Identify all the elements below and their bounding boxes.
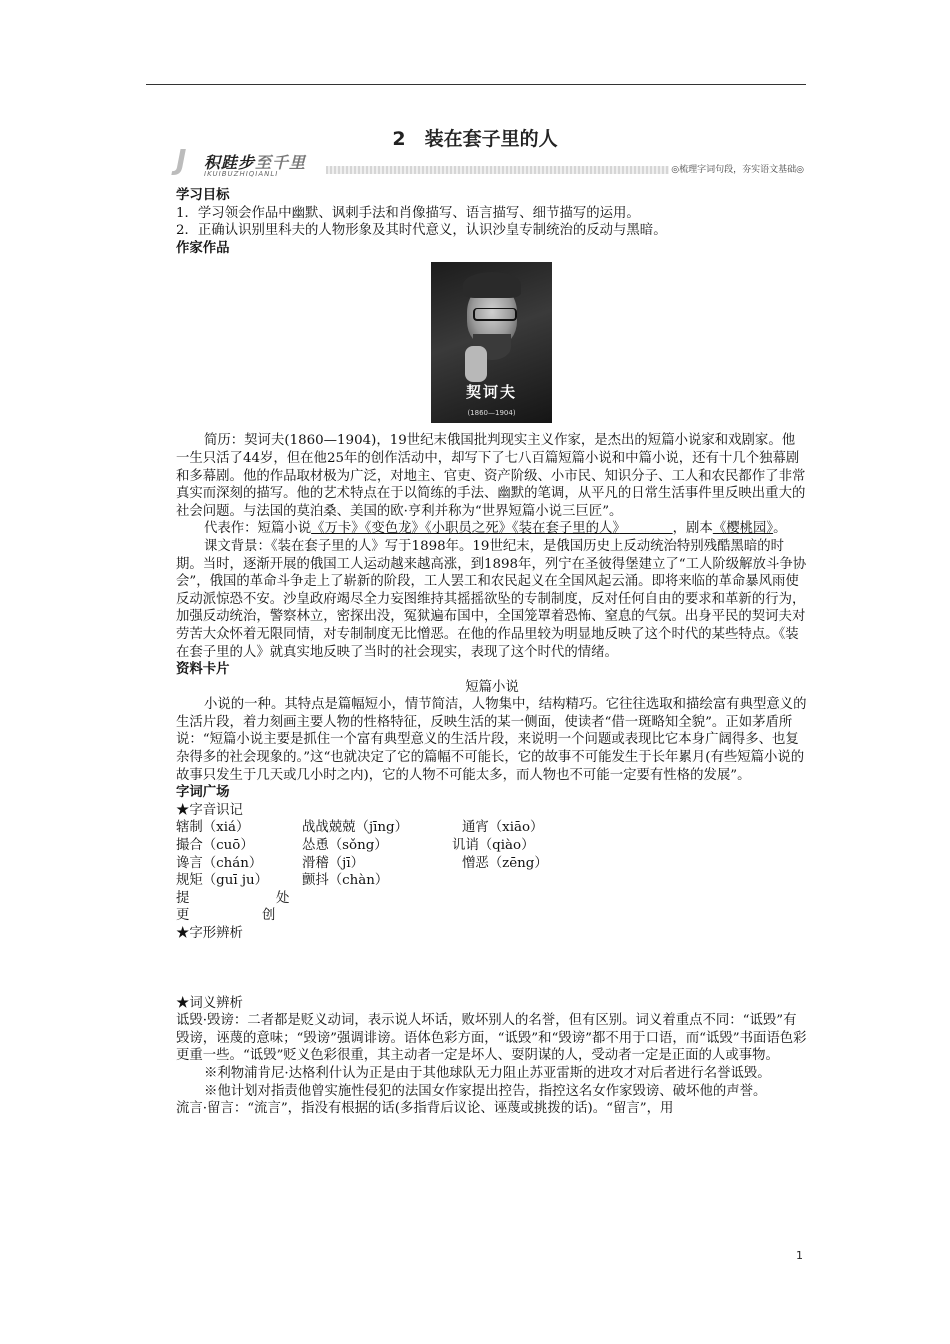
pron-item: 怂恿（sǒng）	[302, 838, 388, 854]
portrait-glasses	[473, 308, 517, 321]
pron-item: 憎恶（zēng）	[462, 855, 548, 871]
portrait-hair	[463, 272, 521, 298]
word-example-1: ※利物浦肯尼·达格利什认为正是由于其他球队无力阻止苏亚雷斯的进攻才对后者进行名誉诋毁。	[204, 1065, 771, 1081]
portrait-caption-years: (1860—1904)	[467, 409, 516, 418]
goals-heading: 学习目标	[176, 188, 230, 203]
blank-area	[176, 943, 808, 995]
works-middle: ，剧本	[672, 521, 713, 537]
works-play: 《樱桃园》	[712, 521, 774, 537]
pron-item: 通宵（xiāo）	[462, 820, 544, 836]
form-heading: ★字形辨析	[176, 926, 243, 941]
word-analysis-text-2: 流言·留言：“流言”，指没有根据的话(多指背后议论、诬蔑或挑拨的话)。“留言”，用	[176, 1101, 674, 1117]
polyphone-char: 创	[262, 908, 276, 924]
page-title: 2 装在套子里的人	[392, 128, 558, 150]
pron-item: 滑稽（jī）	[302, 855, 364, 871]
pron-item: 颤抖（chàn）	[302, 873, 389, 889]
page-number: 1	[796, 1249, 803, 1262]
pron-item: 撮合（cuō）	[176, 838, 254, 854]
banner-logo-part1: 积跬步	[204, 153, 256, 172]
works-prefix: 代表作：短篇小说	[204, 521, 312, 537]
word-heading: ★词义辨析	[176, 995, 243, 1011]
pronunciation-row	[176, 872, 808, 890]
word-example-2: ※他计划对指责他曾实施性侵犯的法国女作家提出控告，指控这名女作家毁谤、破坏他的声誉。	[204, 1083, 767, 1099]
author-photo-area	[176, 262, 808, 423]
card-text: 小说的一种。其特点是篇幅短小，情节简洁，人物集中，结构精巧。它往往选取和描绘富有典型意义的生活片段，着力刻画主要人物的性格特征，反映生活的某一侧面，使读者“借一斑略知全貌”。正如茅盾所说：“短篇小说主要是抓住一个富有典型意义的生活片段，来说明一个问题或表现比它本身广阔得多、也复杂得多的社会现象的。”这“也就决定了它的篇幅不可能长，它的故事不可能发生于长年累月(有些短篇小说的故事只发生于几天或几小时之内)，它的人物不可能太多，而人物也不可能一定要有性格的发展”。	[176, 697, 807, 783]
card-heading: 资料卡片	[176, 662, 230, 678]
banner-logo-part2: 至千里	[255, 153, 307, 172]
goal-item-2: 2．正确认识别里科夫的人物形象及其时代意义，认识沙皇专制统治的反动与黑暗。	[176, 223, 667, 239]
author-heading: 作家作品	[176, 240, 230, 256]
pronunciation-heading: ★字音识记	[176, 802, 243, 818]
banner-logo-pinyin: IKUIBUZHIQIANLI	[204, 170, 279, 178]
portrait-hand	[465, 346, 487, 382]
goal-item-1: 1．学习领会作品中幽默、讽刺手法和肖像描写、语言描写、细节描写的运用。	[176, 205, 640, 221]
pron-item: 讥诮（qiào）	[452, 838, 535, 854]
pron-item: 谗言（chán）	[176, 855, 263, 871]
polyphone-row	[176, 890, 808, 908]
polyphone-char: 处	[276, 890, 290, 906]
polyphone-char: 更	[176, 908, 190, 924]
word-analysis-text: 诋毁·毁谤：二者都是贬义动词，表示说人坏话，败坏别人的名誉，但有区别。词义着重点不同：“诋毁”有毁谤，诬蔑的意味；“毁谤”强调诽谤。语体色彩方面，“诋毁”和“毁谤”都不用于口语，而“诋毁”书面语色彩更重一些。“诋毁”贬义色彩很重，其主动者一定是坏人、耍阴谋的人，受动者一定是正面的人或事物。	[176, 1013, 807, 1064]
card-subtitle: 短篇小说	[465, 679, 519, 695]
polyphone-row	[176, 907, 808, 925]
section-banner	[176, 143, 806, 178]
pron-item: 规矩（guī ju）	[176, 873, 269, 889]
author-portrait-image	[431, 262, 552, 423]
text-background: 课文背景：《装在套子里的人》写于1898年。19世纪末，是俄国历史上反动统治特别残酷黑暗的时期。当时，逐渐开展的俄国工人运动越来越高涨，到1898年，列宁在圣彼得堡建立了“工人阶级解放斗争协会”，俄国的革命斗争走上了崭新的阶段，工人罢工和农民起义在全国风起云涌。即将来临的革命暴风雨使反动派惊恐不安。沙皇政府竭尽全力妄图维持其摇摇欲坠的专制制度，反对任何自由的要求和革新的行为，加强反动统治，警察林立，密探出没，冤狱遍布国中，全国笼罩着恐怖、窒息的气氛。出身平民的契诃夫对劳苦大众怀着无限同情，对专制制度无比憎恶。在他的作品里较为明显地反映了这个时代的某些特点。《装在套子里的人》就真实地反映了当时的社会现实，表现了这个时代的情绪。	[176, 538, 807, 660]
pronunciation-row	[176, 837, 808, 855]
pronunciation-row	[176, 855, 808, 873]
header-rule	[146, 84, 806, 85]
portrait-caption-name: 契诃夫	[465, 383, 517, 402]
banner-tagline: ◎梳理字词句段，夯实语文基础◎	[669, 162, 806, 175]
pron-item: 辖制（xiá）	[176, 820, 250, 836]
document-body	[176, 187, 808, 1118]
banner-logo-letter: J	[176, 143, 187, 176]
pronunciation-row	[176, 819, 808, 837]
pron-item: 战战兢兢（jīng）	[302, 820, 408, 836]
vocab-heading: 字词广场	[176, 785, 230, 801]
author-works	[176, 520, 808, 538]
author-bio: 简历：契诃夫(1860—1904)，19世纪末俄国批判现实主义作家，是杰出的短篇小说家和戏剧家。他一生只活了44岁，但在他25年的创作活动中，却写下了七八百篇短篇小说和中篇小说，还有十几个独幕剧和多幕剧。他的作品取材极为广泛，对地主、官吏、资产阶级、小市民、知识分子、工人和农民都作了非常真实而深刻的描写。他的艺术特点在于以简练的手法、幽默的笔调，从平凡的日常生活事件里反映出重大的社会问题。与法国的莫泊桑、美国的欧·亨利并称为“世界短篇小说三巨匠”。	[176, 433, 806, 519]
polyphone-char: 提	[176, 890, 190, 906]
works-blank	[619, 521, 673, 536]
works-short-stories: 《万卡》《变色龙》《小职员之死》《装在套子里的人》	[311, 521, 620, 537]
works-end: 。	[773, 521, 787, 537]
